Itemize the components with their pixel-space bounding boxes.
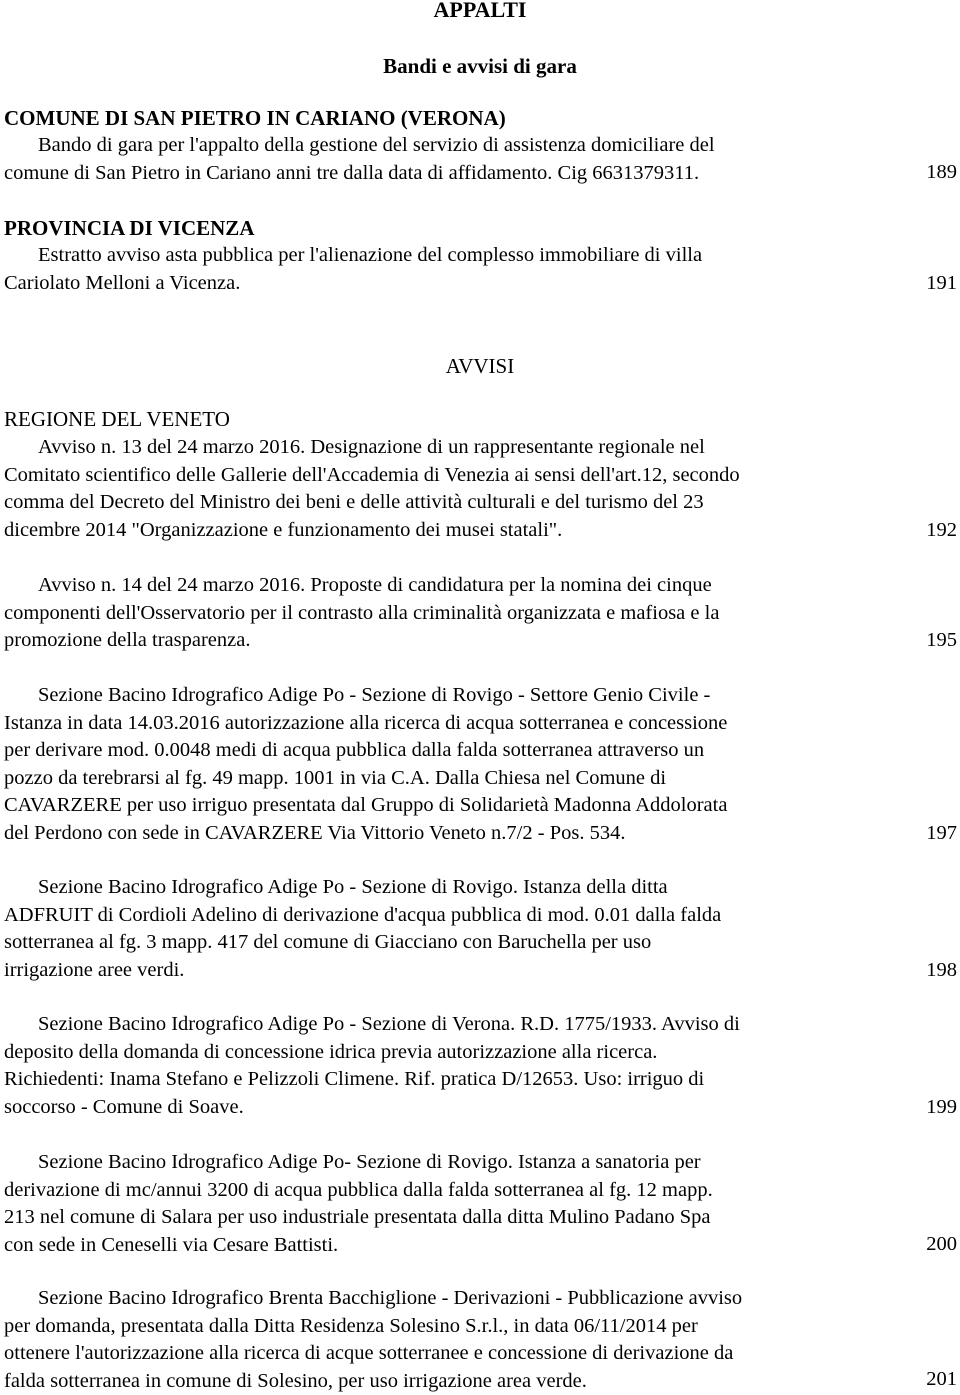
entry-line: Sezione Bacino Idrografico Adige Po - Sezione di Rovigo - Settore Genio Civile - — [4, 682, 856, 710]
entry-line: irrigazione aree verdi. — [4, 957, 856, 985]
entry-text — [4, 132, 856, 187]
entry-text — [4, 572, 856, 655]
entry-line: con sede in Ceneselli via Cesare Battisti. — [4, 1232, 856, 1260]
entry-line: falda sotterranea in comune di Solesino, per uso irrigazione area verde. — [4, 1368, 856, 1395]
entry-line: Estratto avviso asta pubblica per l'alienazione del complesso immobiliare di villa — [4, 242, 856, 270]
entry-line: Bando di gara per l'appalto della gestione del servizio di assistenza domiciliare del — [4, 132, 856, 160]
entry-text — [4, 874, 856, 984]
entity-heading: PROVINCIA DI VICENZA — [4, 214, 254, 242]
page-number: 201 — [926, 1366, 957, 1394]
entry-text — [4, 434, 856, 544]
entry-text — [4, 1149, 856, 1259]
entry-line: pozzo da terebrarsi al fg. 49 mapp. 1001 in via C.A. Dalla Chiesa nel Comune di — [4, 765, 856, 793]
entry-text — [4, 682, 856, 847]
page-number: 199 — [926, 1094, 957, 1122]
entry-line: sotterranea al fg. 3 mapp. 417 del comune di Giacciano con Baruchella per uso — [4, 929, 856, 957]
entry-line: Sezione Bacino Idrografico Adige Po - Sezione di Rovigo. Istanza della ditta — [4, 874, 856, 902]
page-number: 197 — [926, 820, 957, 848]
entry-line: ADFRUIT di Cordioli Adelino di derivazione d'acqua pubblica di mod. 0.01 dalla falda — [4, 902, 856, 930]
section-title-avvisi: AVVISI — [0, 352, 960, 380]
entry-line: Comitato scientifico delle Gallerie dell'Accademia di Venezia ai sensi dell'art.12, secondo — [4, 462, 856, 490]
entry-line: comune di San Pietro in Cariano anni tre dalla data di affidamento. Cig 6631379311. — [4, 160, 856, 188]
entry-line: Sezione Bacino Idrografico Adige Po- Sezione di Rovigo. Istanza a sanatoria per — [4, 1149, 856, 1177]
entry-line: Sezione Bacino Idrografico Adige Po - Sezione di Verona. R.D. 1775/1933. Avviso di — [4, 1011, 856, 1039]
entry-line: comma del Decreto del Ministro dei beni e delle attività culturali e del turismo del 23 — [4, 489, 856, 517]
entry-line: derivazione di mc/annui 3200 di acqua pubblica dalla falda sotterranea al fg. 12 mapp. — [4, 1177, 856, 1205]
entry-line: dicembre 2014 "Organizzazione e funzionamento dei musei statali". — [4, 517, 856, 545]
entry-line: 213 nel comune di Salara per uso industriale presentata dalla ditta Mulino Padano Spa — [4, 1204, 856, 1232]
entry-line: CAVARZERE per uso irriguo presentata dal Gruppo di Solidarietà Madonna Addolorata — [4, 792, 856, 820]
page-number: 191 — [926, 270, 957, 298]
entry-line: Istanza in data 14.03.2016 autorizzazione alla ricerca di acqua sotterranea e concessione — [4, 710, 856, 738]
page-number: 192 — [926, 517, 957, 545]
page-number: 195 — [926, 627, 957, 655]
entry-text — [4, 1011, 856, 1121]
entry-line: Avviso n. 13 del 24 marzo 2016. Designazione di un rappresentante regionale nel — [4, 434, 856, 462]
entry-line: promozione della trasparenza. — [4, 627, 856, 655]
entry-text — [4, 242, 856, 297]
entry-line: Avviso n. 14 del 24 marzo 2016. Proposte di candidatura per la nomina dei cinque — [4, 572, 856, 600]
entry-text — [4, 1285, 856, 1395]
entry-line: deposito della domanda di concessione idrica previa autorizzazione alla ricerca. — [4, 1039, 856, 1067]
section-title-appalti: APPALTI — [0, 0, 960, 24]
entry-line: ottenere l'autorizzazione alla ricerca di acque sotterranee e concessione di derivazione da — [4, 1340, 856, 1368]
entry-line: del Perdono con sede in CAVARZERE Via Vittorio Veneto n.7/2 - Pos. 534. — [4, 820, 856, 848]
page-number: 200 — [926, 1231, 957, 1259]
entry-line: Richiedenti: Inama Stefano e Pelizzoli Climene. Rif. pratica D/12653. Uso: irriguo di — [4, 1066, 856, 1094]
entry-line: Sezione Bacino Idrografico Brenta Bacchiglione - Derivazioni - Pubblicazione avviso — [4, 1285, 856, 1313]
entry-line: soccorso - Comune di Soave. — [4, 1094, 856, 1122]
entry-line: per derivare mod. 0.0048 medi di acqua pubblica dalla falda sotterranea attraverso un — [4, 737, 856, 765]
section-subtitle-bandi: Bandi e avvisi di gara — [0, 52, 960, 80]
entity-heading: REGIONE DEL VENETO — [4, 405, 230, 433]
page-number: 189 — [926, 159, 957, 187]
entry-line: Cariolato Melloni a Vicenza. — [4, 270, 856, 298]
entity-heading: COMUNE DI SAN PIETRO IN CARIANO (VERONA) — [4, 104, 506, 132]
entry-line: per domanda, presentata dalla Ditta Residenza Solesino S.r.l., in data 06/11/2014 per — [4, 1313, 856, 1341]
entry-line: componenti dell'Osservatorio per il contrasto alla criminalità organizzata e mafiosa e la — [4, 600, 856, 628]
page-number: 198 — [926, 957, 957, 985]
